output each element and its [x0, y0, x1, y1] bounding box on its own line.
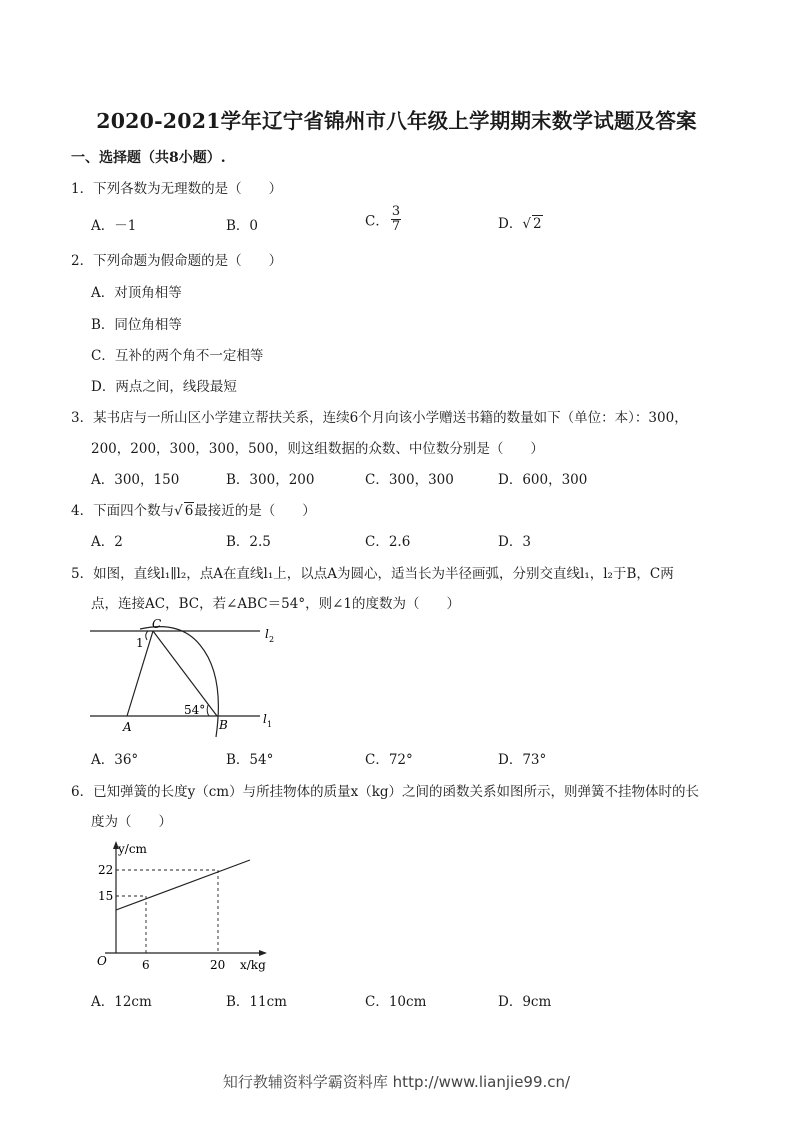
label-c: C: [152, 617, 162, 631]
label-a: A: [123, 720, 132, 734]
sqrt-radicand: 2: [532, 216, 542, 232]
label-l2-subscript: 2: [269, 635, 275, 644]
q1-option-a: A．－1: [91, 218, 137, 234]
label-angle-54: 54°: [184, 703, 206, 717]
q6-option-a: A．12cm: [91, 994, 152, 1010]
q2-option-d: D．两点之间，线段最短: [91, 379, 237, 395]
x-tick-6: 6: [142, 958, 150, 972]
q2-option-a: A．对顶角相等: [91, 285, 182, 301]
sqrt-symbol: √ 6: [174, 503, 194, 519]
q1-option-c: [365, 205, 401, 234]
label-l2: l: [265, 627, 269, 641]
q6-option-d: D．9cm: [498, 994, 552, 1010]
footer-watermark: 知行教辅资料学霸资料库 http://www.lianjie99.cn/: [222, 1073, 571, 1091]
label-b: B: [219, 718, 228, 732]
q6-function-graph: [90, 838, 280, 978]
q3-option-a: A．300，150: [91, 472, 180, 488]
q5-option-a: A．36°: [91, 752, 139, 768]
q3-option-c: C．300，300: [365, 472, 454, 488]
y-tick-15: 15: [98, 889, 114, 903]
question-5-stem-line2: 点，连接AC，BC，若∠ABC＝54°，则∠1的度数为（ ）: [91, 596, 460, 612]
q4-stem-pre: 4．下面四个数与: [71, 503, 175, 519]
arc: [140, 627, 218, 737]
fraction: [391, 205, 401, 234]
label-l1-subscript: 1: [267, 720, 273, 729]
question-1-stem: 1．下列各数为无理数的是（ ）: [71, 181, 283, 197]
q4-stem-post: 最接近的是（ ）: [194, 503, 316, 519]
q5-option-c: C．72°: [365, 752, 413, 768]
question-4-stem: [71, 499, 316, 519]
fraction-denominator: 7: [391, 219, 401, 234]
q5-option-b: B．54°: [226, 752, 274, 768]
question-6-stem-line1: 6．已知弹簧的长度y（cm）与所挂物体的质量x（kg）之间的函数关系如图所示，则弹簧不挂物体时的长: [71, 784, 700, 800]
question-3-stem-line1: 3．某书店与一所山区小学建立帮扶关系，连续6个月向该小学赠送书籍的数量如下（单位：本）：300，: [71, 410, 688, 426]
x-axis-label: x/kg: [240, 958, 266, 972]
x-axis-arrow: [259, 950, 267, 956]
q1-option-b: B．0: [226, 218, 259, 234]
y-tick-22: 22: [98, 863, 114, 877]
angle-1-mark: [146, 631, 148, 640]
q5-option-d: D．73°: [498, 752, 547, 768]
y-axis-label: y/cm: [118, 842, 147, 856]
q6-option-c: C．10cm: [365, 994, 427, 1010]
fraction-numerator: 3: [391, 204, 401, 219]
sqrt-symbol: √ 2: [522, 216, 542, 232]
q4-option-c: C．2.6: [365, 534, 411, 550]
q6-option-b: B．11cm: [226, 994, 287, 1010]
sqrt-radicand: 6: [184, 503, 194, 519]
label-l1: l: [263, 712, 267, 726]
question-3-stem-line2: 200，200，300，300，500，则这组数据的众数、中位数分别是（ ）: [91, 441, 544, 457]
q1-option-d: [498, 212, 543, 232]
q4-option-a: A．2: [91, 534, 123, 550]
x-tick-20: 20: [210, 958, 226, 972]
q3-option-d: D．600，300: [498, 472, 588, 488]
q4-option-b: B．2.5: [226, 534, 271, 550]
q4-option-d: D．3: [498, 534, 531, 550]
q5-geometry-figure: [85, 615, 285, 745]
question-2-stem: 2．下列命题为假命题的是（ ）: [71, 253, 283, 269]
q1-option-c-prefix: C．: [365, 213, 389, 230]
function-line: [116, 860, 250, 910]
question-5-stem-line1: 5．如图，直线l₁∥l₂，点A在直线l₁上，以点A为圆心，适当长为半径画弧，分别交直线l₁，l₂于B，C两: [71, 566, 674, 582]
q2-option-b: B．同位角相等: [91, 317, 182, 333]
q3-option-b: B．300，200: [226, 472, 315, 488]
question-6-stem-line2: 度为（ ）: [91, 814, 172, 830]
origin-label: O: [97, 954, 107, 968]
q1-option-d-prefix: D．: [498, 216, 523, 232]
label-angle-1: 1: [136, 636, 144, 650]
q2-option-c: C．互补的两个角不一定相等: [91, 348, 264, 364]
page-title: 2020-2021学年辽宁省锦州市八年级上学期期末数学试题及答案: [96, 109, 697, 133]
section-heading: 一、选择题（共8小题）.: [71, 150, 226, 166]
angle-54-mark: [207, 705, 209, 716]
